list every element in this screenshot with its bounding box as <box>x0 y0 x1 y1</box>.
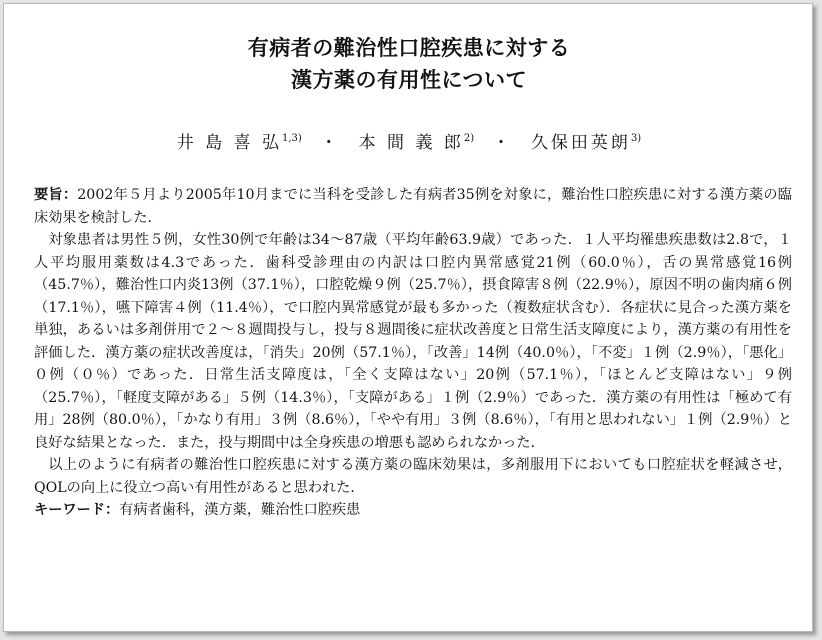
keywords-label: キーワード： <box>34 502 120 518</box>
author-separator: ・ <box>320 133 341 153</box>
abstract-body <box>34 184 792 522</box>
author-name: 久保田英朗 <box>530 133 631 153</box>
keywords-line <box>34 499 792 522</box>
author-affiliation: 1,3) <box>282 133 302 144</box>
author-name: 井 島 喜 弘 <box>176 133 283 153</box>
keywords-text: 有病者歯科，漢方薬，難治性口腔疾患 <box>119 502 361 518</box>
title-line-1: 有病者の難治性口腔疾患に対する <box>247 36 571 60</box>
author-separator: ・ <box>492 133 513 153</box>
abstract-paragraph-3: 以上のように有病者の難治性口腔疾患に対する漢方薬の臨床効果は，多剤服用下においても口腔症状を軽減させ，QOLの向上に役立つ高い有用性があると思われた． <box>34 457 792 496</box>
abstract-paragraph-1 <box>34 184 792 229</box>
author-name: 本 間 義 郎 <box>358 133 464 153</box>
article-title <box>4 32 814 96</box>
author-list <box>4 128 814 153</box>
abstract-text-1: 2002年５月より2005年10月までに当科を受診した有病者35例を対象に，難治性口腔疾患に対する漢方薬の臨床効果を検討した． <box>34 187 792 226</box>
author-affiliation: 3) <box>630 133 642 144</box>
author-affiliation: 2) <box>463 133 475 144</box>
title-line-2: 漢方薬の有用性について <box>290 68 528 92</box>
document-page <box>3 3 813 632</box>
abstract-paragraph-2: 対象患者は男性５例，女性30例で年齢は34～87歳（平均年齢63.9歳）であった．１人平均罹患疾患数は2.8で，１人平均服用薬数は4.3であった．歯科受診理由の内訳は口腔内異常感覚21例（60.0％），舌の異常感覚16例（45.7％），難治性口内炎13例（37.1％），口腔乾燥９例（25.7％），摂食障害８例（22.9％），原因不明の歯肉痛６例（17.1％），嚥下障害４例（11.4％），で口腔内異常感覚が最も多かった（複数症状含む）．各症状に見合った漢方薬を単独，あるいは多剤併用で２～８週間投与し，投与８週間後に症状改善度と日常生活支障度により，漢方薬の有用性を評価した．漢方薬の症状改善度は，「消失」20例（57.1％），「改善」14例（40.0％），「不変」１例（2.9％），「悪化」０例（０％）であった．日常生活支障度は，「全く支障はない」20例（57.1％），「ほとんど支障はない」９例（25.7％），「軽度支障がある」５例（14.3％），「支障がある」１例（2.9％）であった．漢方薬の有用性は「極めて有用」28例（80.0％），「かなり有用」３例（8.6％），「やや有用」３例（8.6％），「有用と思われない」１例（2.9％）と良好な結果となった．また，投与期間中は全身疾患の増悪も認められなかった． <box>34 232 792 451</box>
abstract-label: 要旨： <box>34 187 78 203</box>
